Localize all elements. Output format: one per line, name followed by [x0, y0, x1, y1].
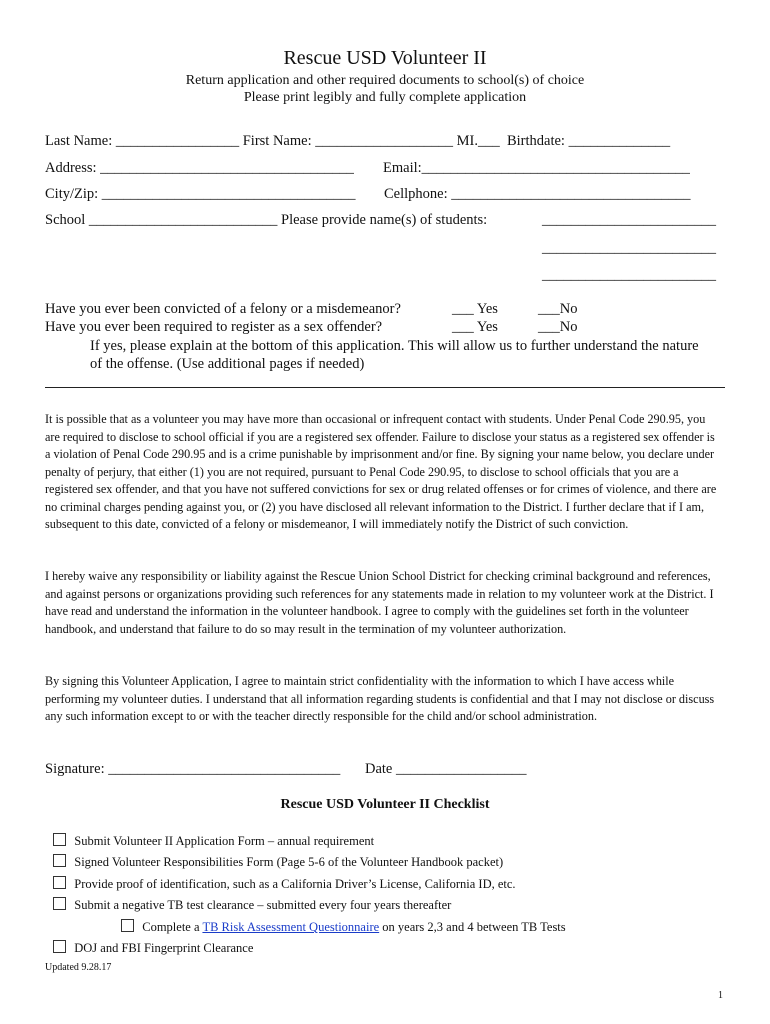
tb-questionnaire-link[interactable]: TB Risk Assessment Questionnaire [202, 920, 380, 934]
waiver-paragraph: I hereby waive any responsibility or liability against the Rescue Union School District for checking criminal background and references, and against persons or organizations providing such references for any statements made in relation to my volunteer work at the District. I have read and understand the information in the volunteer handbook. I agree to comply with the guidelines set forth in the volunteer handbook, and understand that failure to do so may result in the termination of my volunteer authorization. [45, 569, 714, 636]
checklist-subitem-tb-questionnaire[interactable]: Complete a TB Risk Assessment Questionnaire on years 2,3 and 4 between TB Tests [115, 904, 566, 935]
checklist-item-fingerprint[interactable]: DOJ and FBI Fingerprint Clearance [47, 925, 253, 956]
address-field[interactable]: Address: ___________________________________ [45, 160, 354, 176]
checklist-item-identification[interactable]: Provide proof of identification, such as a California Driver’s License, California ID, etc. [47, 861, 516, 892]
offender-yes[interactable]: ___ Yes [452, 319, 498, 335]
offender-question: Have you ever been required to register as a sex offender? [45, 319, 383, 335]
checklist-title: Rescue USD Volunteer II Checklist [280, 797, 490, 812]
checklist-item-responsibilities[interactable]: Signed Volunteer Responsibilities Form (Page 5-6 of the Volunteer Handbook packet) [47, 839, 503, 870]
explain-line-1: If yes, please explain at the bottom of this application. This will allow us to further understand the nature [90, 338, 699, 354]
student-line-3[interactable]: ________________________ [542, 267, 716, 283]
updated-date: Updated 9.28.17 [45, 962, 112, 973]
subtitle-instructions: Return application and other required documents to school(s) of choice [185, 73, 585, 88]
page-title: Rescue USD Volunteer II [283, 47, 487, 69]
date-field[interactable]: Date __________________ [365, 761, 527, 777]
page-number: 1 [718, 990, 723, 1001]
student-line-2[interactable]: ________________________ [542, 240, 716, 256]
name-birthdate-row[interactable]: Last Name: _________________ First Name: ___________________ MI.___ Birthdate: ______________ [45, 133, 671, 149]
offender-no[interactable]: ___No [538, 319, 578, 335]
confidentiality-paragraph: By signing this Volunteer Application, I agree to maintain strict confidentiality with the information to which I have access while performing my volunteer duties. I understand that all information regarding students is confidential and that I may not disclose or discuss any such information except to or with the teacher directly responsible for the child and/or school administration. [45, 674, 715, 723]
checkbox-icon[interactable] [53, 897, 66, 910]
cityzip-field[interactable]: City/Zip: ___________________________________ [45, 186, 356, 202]
email-field[interactable]: Email:_____________________________________ [383, 160, 690, 176]
felony-no[interactable]: ___No [538, 301, 578, 317]
checklist-item-application[interactable]: Submit Volunteer II Application Form – annual requirement [47, 818, 374, 849]
signature-field[interactable]: Signature: ________________________________ [45, 761, 341, 777]
disclosure-paragraph: It is possible that as a volunteer you may have more than occasional or infrequent contact with students. Under Penal Code 290.95, you are required to disclose to school official if you are a registered sex offender. Failure to disclose your status as a registered sex offender is a violation of Penal Code 290.95 and is a crime punishable by imprisonment and/or fine. By signing your name below, you declare under penalty of perjury, that either (1) you are not required, pursuant to Penal Code 290.95, to disclose to school officials that you are a registered sex offender, and that you have not suffered convictions for sex or drug related offenses or for crimes of violence, and there are no criminal charges pending against you, or (2) you have disclosed all relevant information to the District. I further declare that if I am, subsequent to this date, convicted of a felony or misdemeanor, I will immediately notify the District of such conviction. [45, 412, 717, 531]
felony-question: Have you ever been convicted of a felony or a misdemeanor? [45, 301, 401, 317]
cellphone-field[interactable]: Cellphone: _________________________________ [384, 186, 691, 202]
explanation-line[interactable] [45, 387, 725, 388]
student-line-1[interactable]: ________________________ [542, 212, 716, 228]
explain-line-2: of the offense. (Use additional pages if needed) [90, 356, 365, 372]
school-field[interactable]: School __________________________ Please provide name(s) of students: [45, 212, 488, 228]
checklist-item-tb-test[interactable]: Submit a negative TB test clearance – submitted every four years thereafter [47, 882, 451, 913]
felony-yes[interactable]: ___ Yes [452, 301, 498, 317]
subtitle-print: Please print legibly and fully complete application [243, 90, 527, 105]
checkbox-icon[interactable] [53, 940, 66, 953]
